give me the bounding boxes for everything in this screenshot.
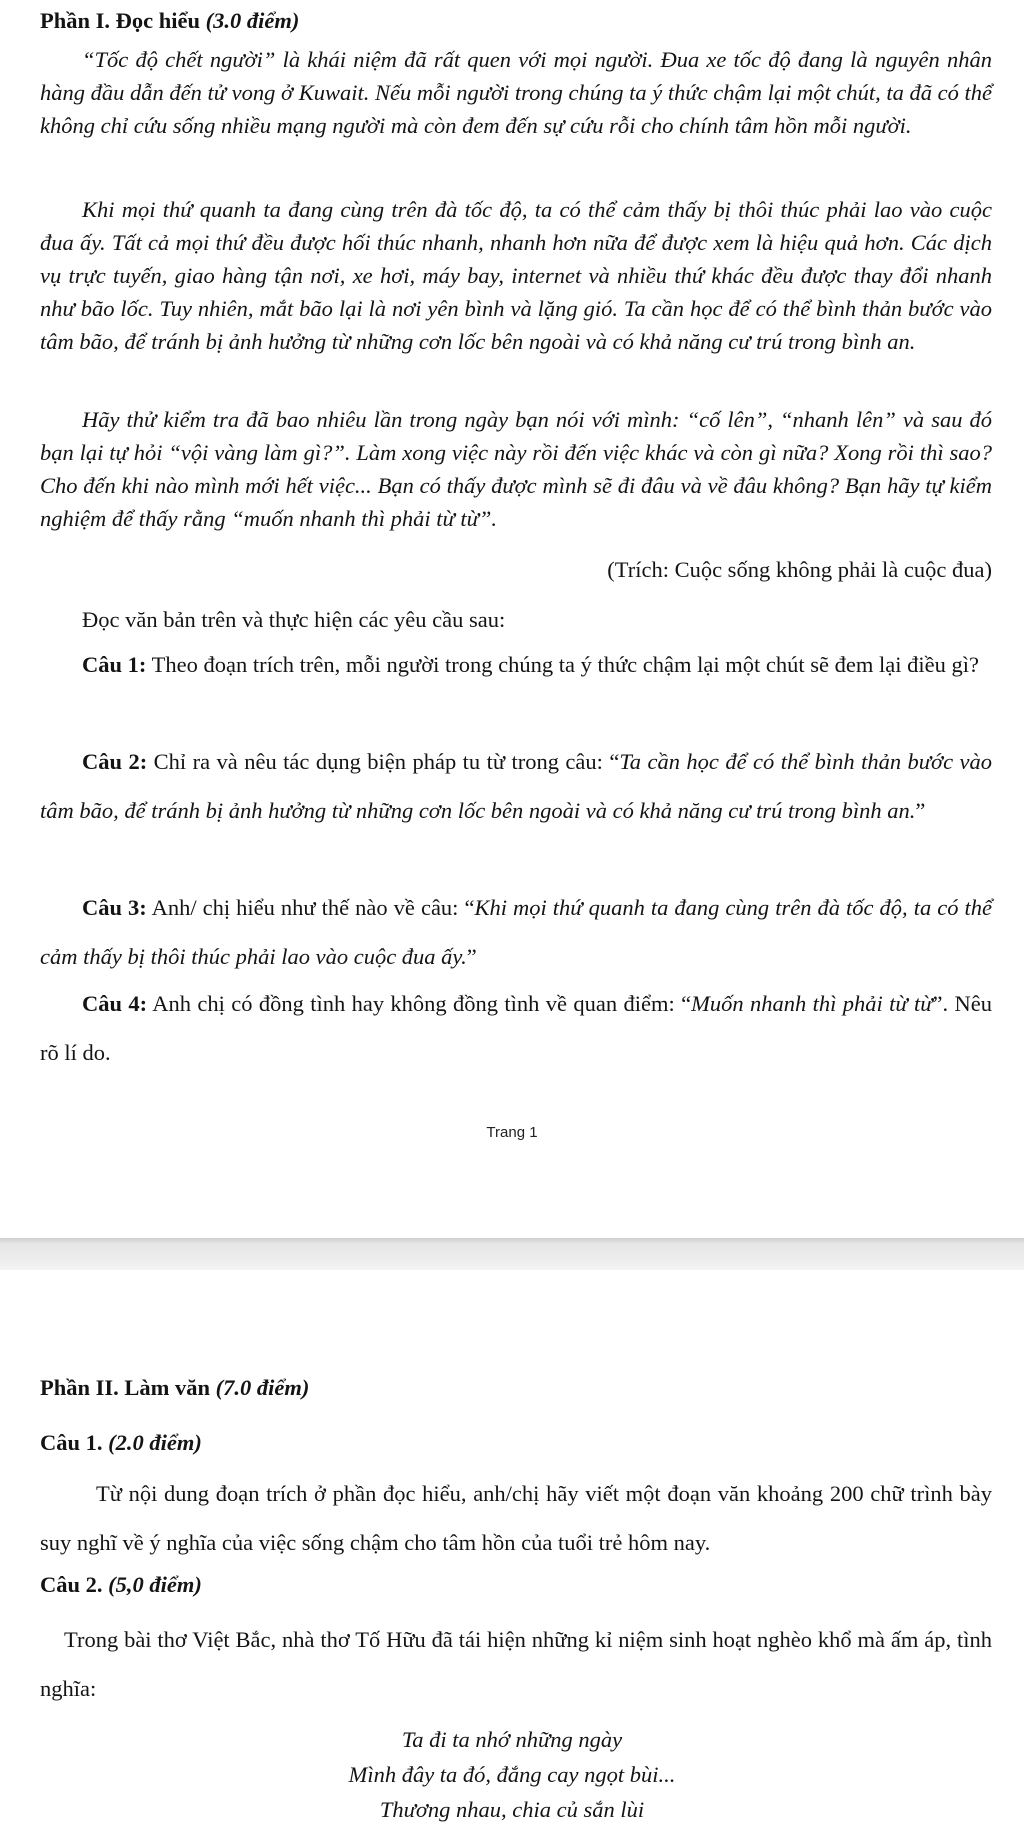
question-4: Câu 4: Anh chị có đồng tình hay không đồng tình về quan điểm: “Muốn nhanh thì phải từ từ”. Nêu rõ lí do.: [40, 991, 992, 1065]
question-3: Câu 3: Anh/ chị hiểu như thế nào về câu: “Khi mọi thứ quanh ta đang cùng trên đà tốc độ, ta có thể cảm thấy bị thôi thúc phải lao vào cuộc đua ấy.”: [40, 895, 992, 969]
question-4-label: Câu 4:: [82, 991, 148, 1016]
writing-question-1-text: Từ nội dung đoạn trích ở phần đọc hiểu, anh/chị hãy viết một đoạn văn khoảng 200 chữ trình bày suy nghĩ về ý nghĩa của việc sống chậm cho tâm hồn của tuổi trẻ hôm nay.: [40, 1481, 992, 1555]
poem-excerpt: [0, 1722, 1024, 1827]
question-2: Câu 2: Chỉ ra và nêu tác dụng biện pháp tu từ trong câu: “Ta cần học để có thể bình thản bước vào tâm bão, để tránh bị ảnh hưởng từ những cơn lốc bên ngoài và có khả năng cư trú trong bình an.”: [40, 749, 992, 823]
passage-paragraph-1: “Tốc độ chết người” là khái niệm đã rất quen với mọi người. Đua xe tốc độ đang là nguyên nhân hàng đầu dẫn đến tử vong ở Kuwait. Nếu mỗi người trong chúng ta ý thức chậm lại một chút, ta đã có thể không chỉ cứu sống nhiều mạng người mà còn đem đến sự cứu rỗi cho chính tâm hồn mỗi người.: [40, 47, 992, 138]
question-1-label: Câu 1:: [82, 652, 147, 677]
writing-question-1-heading: Câu 1. (2.0 điểm): [40, 1430, 202, 1455]
page-number: Trang 1: [486, 1124, 538, 1141]
source-citation: (Trích: Cuộc sống không phải là cuộc đua): [607, 557, 992, 582]
question-1: Câu 1: Theo đoạn trích trên, mỗi người trong chúng ta ý thức chậm lại một chút sẽ đem lại điều gì?: [82, 652, 979, 677]
instruction-text: Đọc văn bản trên và thực hiện các yêu cầu sau:: [82, 607, 506, 632]
poem-line-2: Mình đây ta đó, đắng cay ngọt bùi...: [348, 1762, 676, 1787]
question-2-label: Câu 2:: [82, 749, 148, 774]
part1-heading: Phần I. Đọc hiểu (3.0 điểm): [40, 8, 300, 33]
top-scan-mark: [700, 0, 1000, 3]
question-3-label: Câu 3:: [82, 895, 147, 920]
part2-heading: Phần II. Làm văn (7.0 điểm): [40, 1375, 310, 1400]
passage-paragraph-3: Hãy thử kiểm tra đã bao nhiêu lần trong ngày bạn nói với mình: “cố lên”, “nhanh lên” và sau đó bạn lại tự hỏi “vội vàng làm gì?”. Làm xong việc này rồi đến việc khác và còn gì nữa? Xong rồi thì sao? Cho đến khi nào mình mới hết việc... Bạn có thấy được mình sẽ đi đâu và về đâu không? Bạn hãy tự kiểm nghiệm để thấy rằng “muốn nhanh thì phải từ từ”.: [40, 407, 992, 531]
page-2: [0, 1270, 1024, 1820]
poem-line-3: Thương nhau, chia củ sắn lùi: [379, 1797, 645, 1822]
poem-line-1: Ta đi ta nhớ những ngày: [401, 1727, 623, 1752]
page-separator: [0, 1238, 1024, 1270]
passage-paragraph-2: Khi mọi thứ quanh ta đang cùng trên đà tốc độ, ta có thể cảm thấy bị thôi thúc phải lao vào cuộc đua ấy. Tất cả mọi thứ đều được hối thúc nhanh, nhanh hơn nữa để được xem là hiệu quả hơn. Các dịch vụ trực tuyến, giao hàng tận nơi, xe hơi, máy bay, internet và nhiều thứ khác đều được thay đổi nhanh như bão lốc. Tuy nhiên, mắt bão lại là nơi yên bình và lặng gió. Ta cần học để có thể bình thản bước vào tâm bão, để tránh bị ảnh hưởng từ những cơn lốc bên ngoài và có khả năng cư trú trong bình an.: [40, 197, 992, 354]
writing-question-2-heading: Câu 2. (5,0 điểm): [40, 1572, 202, 1597]
writing-question-2-text: Trong bài thơ Việt Bắc, nhà thơ Tố Hữu đã tái hiện những kỉ niệm sinh hoạt nghèo khổ mà ấm áp, tình nghĩa:: [40, 1627, 992, 1701]
